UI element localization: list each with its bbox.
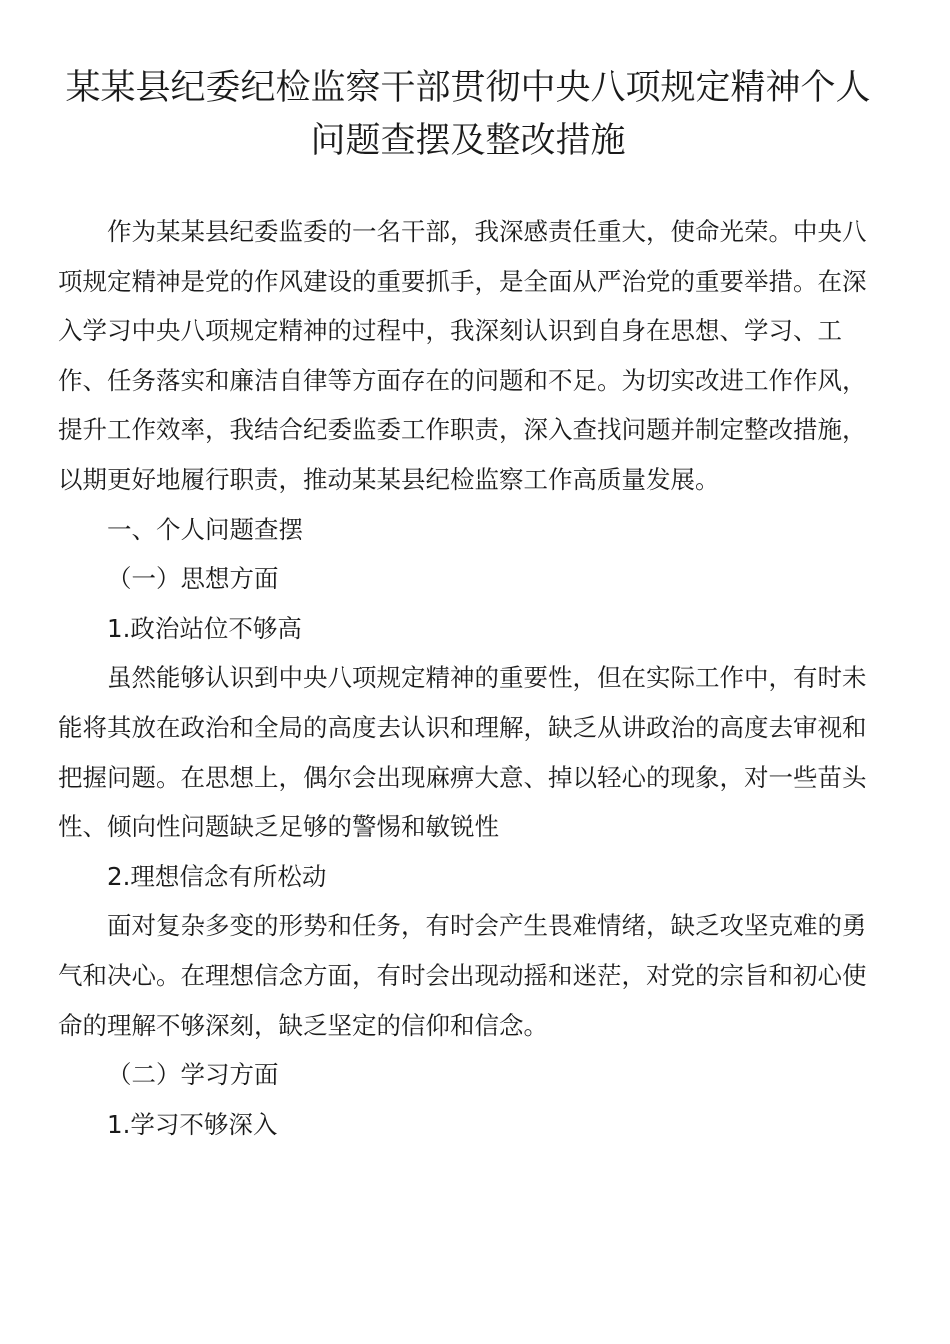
paragraph-line: 作为某某县纪委监委的一名干部，我深感责任重大，使命光荣。中央八 <box>107 217 867 246</box>
paragraph-line: 项规定精神是党的作风建设的重要抓手，是全面从严治党的重要举措。在深 <box>58 266 867 296</box>
paragraph-line: 提升工作效率，我结合纪委监委工作职责，深入查找问题并制定整改措施， <box>58 415 867 445</box>
intro-paragraph <box>58 207 878 505</box>
paragraph-line: 以期更好地履行职责，推动某某县纪检监察工作高质量发展。 <box>58 464 720 494</box>
item-heading-study-depth: 1.学习不够深入 <box>107 1109 278 1139</box>
item-heading-ideals: 2.理想信念有所松动 <box>107 861 327 891</box>
document-title <box>58 62 878 168</box>
paragraph-line: 作、任务落实和廉洁自律等方面存在的问题和不足。为切实改进工作作风， <box>58 365 867 395</box>
paragraph-line: 能将其放在政治和全局的高度去认识和理解，缺乏从讲政治的高度去审视和 <box>58 712 867 742</box>
document-body <box>58 207 878 1149</box>
paragraph-line: 命的理解不够深刻，缺乏坚定的信仰和信念。 <box>58 1010 548 1040</box>
paragraph-line: 把握问题。在思想上，偶尔会出现麻痹大意、掉以轻心的现象，对一些苗头 <box>58 762 867 792</box>
section-heading-1: 一、个人问题查摆 <box>107 514 303 544</box>
paragraph-line: 入学习中央八项规定精神的过程中，我深刻认识到自身在思想、学习、工 <box>58 316 842 346</box>
paragraph-line: 性、倾向性问题缺乏足够的警惕和敏锐性 <box>58 812 499 842</box>
title-line-2: 问题查摆及整改措施 <box>310 121 626 161</box>
item-heading-political-stance: 1.政治站位不够高 <box>107 613 302 643</box>
paragraph-line: 虽然能够认识到中央八项规定精神的重要性，但在实际工作中，有时未 <box>107 663 867 693</box>
title-line-1: 某某县纪委纪检监察干部贯彻中央八项规定精神个人 <box>65 68 871 108</box>
subsection-heading-study: （二）学习方面 <box>107 1060 279 1090</box>
paragraph-line: 面对复杂多变的形势和任务，有时会产生畏难情绪，缺乏攻坚克难的勇 <box>107 911 867 941</box>
document-page <box>58 62 878 1149</box>
item-paragraph-ideals <box>58 901 878 1050</box>
subsection-heading-thought: （一）思想方面 <box>107 564 279 594</box>
paragraph-line: 气和决心。在理想信念方面，有时会出现动摇和迷茫，对党的宗旨和初心使 <box>58 960 867 990</box>
item-paragraph-political-stance <box>58 653 878 851</box>
